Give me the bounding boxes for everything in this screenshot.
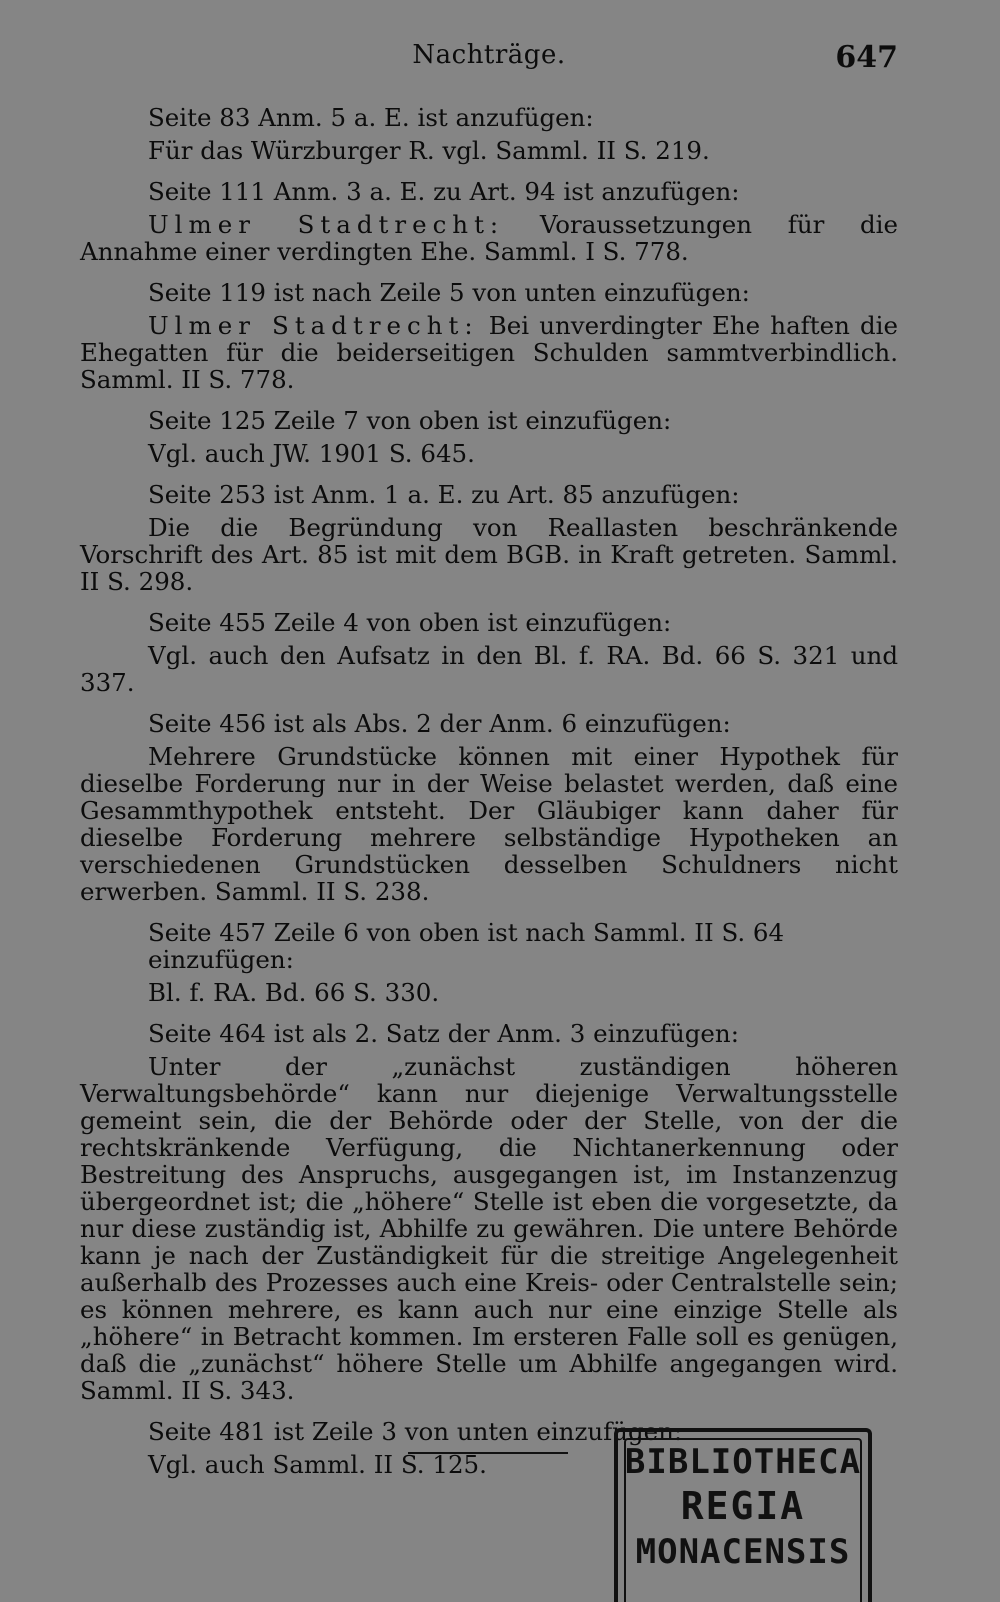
page-header <box>80 40 898 80</box>
entry-text: Bei unverdingter Ehe haften die Ehegatten für die beiderseitigen Schulden sammtverbindlich. Samml. II S. 778. <box>80 311 899 394</box>
entry-reference: Seite 457 Zeile 6 von oben ist nach Samml. II S. 64 einzufügen: <box>148 918 785 974</box>
entry-reference: Seite 111 Anm. 3 a. E. zu Art. 94 ist anzufügen: <box>148 177 740 206</box>
entry-content: Unter der „zunächst zuständigen höheren Verwaltungsbehörde“ kann nur diejenige Verwaltungsstelle gemeint sein, die der Behörde oder der Stelle, von der die rechtskränkende Verfügung, die Nichtanerkennung oder Bestreitung des Anspruchs, ausgegangen ist, im Instanzenzug übergeordnet ist; die „höhere“ Stelle ist eben die vorgesetzte, da nur diese zuständig ist, Abhilfe zu gewähren. Die untere Behörde kann je nach der Zuständigkeit für die streitige Angelegenheit außerhalb des Prozesses auch eine Kreis- oder Centralstelle sein; es können mehrere, es kann auch nur eine einzige Stelle als „höhere“ in Betracht kommen. Im ersteren Falle soll es genügen, daß die „zunächst“ höhere Stelle um Abhilfe angegangen wird. Samml. II S. 343. <box>80 1052 898 1405</box>
entry-content: Mehrere Grundstücke können mit einer Hypothek für dieselbe Forderung nur in der Weise belastet werden, daß eine Gesammthypothek entsteht. Der Gläubiger kann daher für dieselbe Forderung mehrere selbständige Hypotheken an verschiedenen Grundstücken desselben Schuldners nicht erwerben. Samml. II S. 238. <box>80 742 898 906</box>
closing-rule <box>408 1452 568 1454</box>
addendum-entry <box>80 609 898 696</box>
entry-reference: Seite 253 ist Anm. 1 a. E. zu Art. 85 anzufügen: <box>148 480 740 509</box>
addendum-entry <box>80 178 898 265</box>
addendum-entry <box>80 1020 898 1404</box>
entry-content: Bl. f. RA. Bd. 66 S. 330. <box>148 978 440 1007</box>
entry-spaced-heading: Ulmer Stadtrecht: <box>148 311 479 340</box>
addendum-entry <box>80 481 898 595</box>
addenda-list <box>80 104 898 1492</box>
page-number: 647 <box>835 40 898 75</box>
running-title: Nachträge. <box>412 40 566 70</box>
stamp-line-3: MONACENSIS <box>635 1532 851 1572</box>
library-stamp <box>614 1428 872 1602</box>
entry-reference: Seite 456 ist als Abs. 2 der Anm. 6 einzufügen: <box>148 709 731 738</box>
entry-content: Vgl. auch den Aufsatz in den Bl. f. RA. Bd. 66 S. 321 und 337. <box>80 641 898 697</box>
addendum-entry <box>80 710 898 905</box>
addendum-entry <box>80 919 898 1006</box>
entry-content: Vgl. auch JW. 1901 S. 645. <box>148 439 475 468</box>
addendum-entry <box>80 407 898 467</box>
entry-content <box>80 312 898 393</box>
addendum-entry <box>80 279 898 393</box>
entry-spaced-heading: Ulmer Stadtrecht: <box>148 210 505 239</box>
entry-reference: Seite 481 ist Zeile 3 von unten einzufügen: <box>148 1417 683 1446</box>
entry-content <box>80 211 898 265</box>
entry-content: Für das Würzburger R. vgl. Samml. II S. 219. <box>148 136 710 165</box>
stamp-line-2: REGIA <box>680 1484 806 1528</box>
entry-content: Die die Begründung von Reallasten beschränkende Vorschrift des Art. 85 ist mit dem BGB. in Kraft getreten. Samml. II S. 298. <box>80 513 898 596</box>
entry-reference: Seite 455 Zeile 4 von oben ist einzufügen: <box>148 608 672 637</box>
entry-reference: Seite 464 ist als 2. Satz der Anm. 3 einzufügen: <box>148 1019 739 1048</box>
entry-reference: Seite 119 ist nach Zeile 5 von unten einzufügen: <box>148 278 750 307</box>
entry-text: Voraussetzungen für die Annahme einer verdingten Ehe. Samml. I S. 778. <box>80 210 898 266</box>
entry-reference: Seite 125 Zeile 7 von oben ist einzufügen: <box>148 406 672 435</box>
entry-content: Vgl. auch Samml. II S. 125. <box>148 1450 487 1479</box>
addendum-entry <box>80 104 898 164</box>
stamp-line-1: BIBLIOTHECA <box>624 1442 862 1482</box>
entry-reference: Seite 83 Anm. 5 a. E. ist anzufügen: <box>148 103 594 132</box>
